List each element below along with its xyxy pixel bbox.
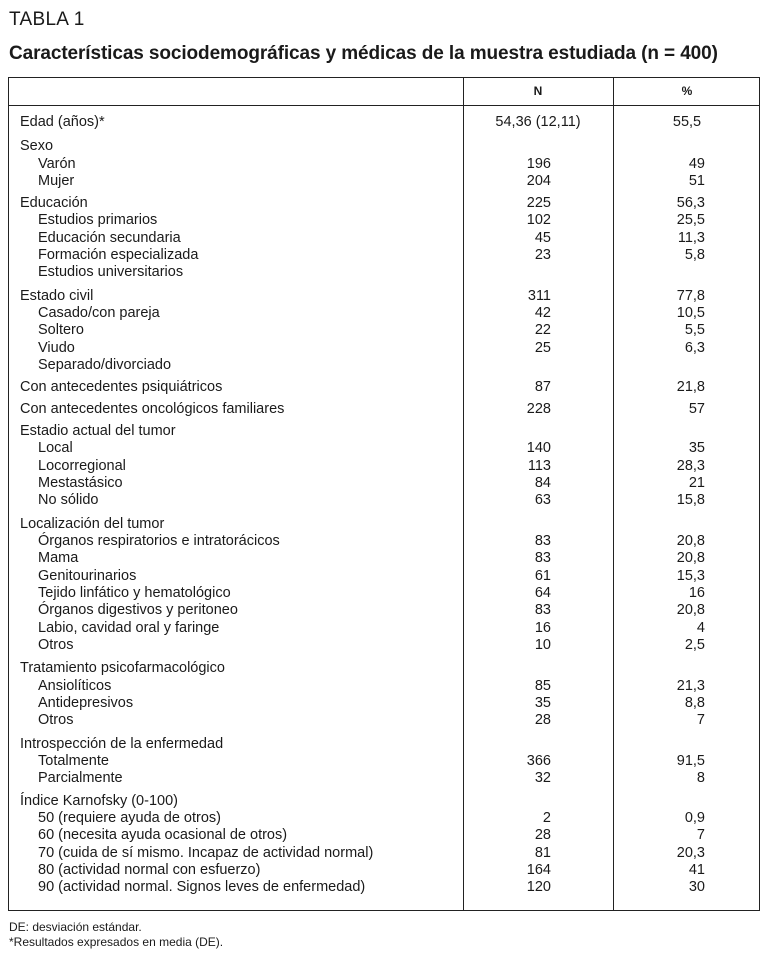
table-row bbox=[9, 769, 759, 787]
row-n-value: 54,36 (12,11) bbox=[495, 114, 581, 130]
table-row bbox=[9, 844, 759, 862]
table-row bbox=[9, 155, 759, 173]
row-n-value: 83 bbox=[534, 602, 551, 618]
row-label: No sólido bbox=[38, 492, 99, 508]
row-n-value: 42 bbox=[534, 305, 551, 321]
row-pct-value: 6,3 bbox=[684, 340, 705, 356]
row-n-value: 25 bbox=[534, 340, 551, 356]
row-pct-value: 7 bbox=[696, 712, 705, 728]
row-pct-value: 21,3 bbox=[676, 678, 705, 694]
row-pct-value: 4 bbox=[696, 620, 705, 636]
row-n-value: 63 bbox=[534, 492, 551, 508]
row-n-value: 45 bbox=[534, 230, 551, 246]
row-n-value: 164 bbox=[526, 862, 551, 878]
row-label: Tejido linfático y hematológico bbox=[38, 585, 231, 601]
row-pct-value: 28,3 bbox=[676, 458, 705, 474]
row-label: Estadio actual del tumor bbox=[20, 423, 176, 439]
footnote-asterisk: *Resultados expresados en media (DE). bbox=[9, 935, 224, 949]
row-label: Sexo bbox=[20, 138, 54, 154]
table-row bbox=[9, 549, 759, 567]
column-header-n: N bbox=[533, 84, 543, 98]
table-row bbox=[9, 304, 759, 322]
row-pct-value: 20,8 bbox=[676, 533, 705, 549]
row-n-value: 83 bbox=[534, 550, 551, 566]
row-label: Estudios primarios bbox=[38, 212, 158, 228]
row-label: 50 (requiere ayuda de otros) bbox=[38, 810, 221, 826]
table-row bbox=[9, 491, 759, 509]
table-row bbox=[9, 567, 759, 585]
row-pct-value: 8,8 bbox=[684, 695, 705, 711]
row-pct-value: 56,3 bbox=[676, 195, 705, 211]
table-row bbox=[9, 752, 759, 770]
row-pct-value: 55,5 bbox=[672, 114, 702, 130]
table-row bbox=[9, 584, 759, 602]
row-label: Tratamiento psicofarmacológico bbox=[20, 660, 225, 676]
row-label: Ansiolíticos bbox=[38, 678, 112, 694]
table-row bbox=[9, 677, 759, 695]
table-row bbox=[9, 229, 759, 247]
table-row bbox=[9, 659, 759, 677]
table-row bbox=[9, 194, 759, 212]
row-pct-value: 20,8 bbox=[676, 602, 705, 618]
table-row bbox=[9, 601, 759, 619]
row-label: Estado civil bbox=[20, 288, 94, 304]
row-pct-value: 0,9 bbox=[684, 810, 705, 826]
row-pct-value: 5,8 bbox=[684, 247, 705, 263]
column-header-pct: % bbox=[681, 84, 693, 98]
table-row bbox=[9, 861, 759, 879]
row-n-value: 61 bbox=[534, 568, 551, 584]
table-row bbox=[9, 246, 759, 264]
row-label: Parcialmente bbox=[38, 770, 123, 786]
row-pct-value: 8 bbox=[696, 770, 705, 786]
table-row bbox=[9, 356, 759, 374]
row-label: Introspección de la enfermedad bbox=[20, 736, 224, 752]
row-pct-value: 20,8 bbox=[676, 550, 705, 566]
row-n-value: 28 bbox=[534, 827, 551, 843]
row-label: Índice Karnofsky (0-100) bbox=[20, 793, 178, 809]
row-pct-value: 57 bbox=[688, 401, 705, 417]
row-pct-value: 16 bbox=[688, 585, 705, 601]
row-pct-value: 15,8 bbox=[676, 492, 705, 508]
table-row bbox=[9, 137, 759, 155]
row-label: Soltero bbox=[38, 322, 84, 338]
table-row bbox=[9, 711, 759, 729]
row-label: 90 (actividad normal. Signos leves de enfermedad) bbox=[38, 879, 366, 895]
table-row bbox=[9, 321, 759, 339]
row-pct-value: 11,3 bbox=[677, 230, 705, 246]
data-table bbox=[8, 77, 760, 911]
row-label: Con antecedentes psiquiátricos bbox=[20, 379, 223, 395]
row-n-value: 113 bbox=[527, 458, 551, 474]
row-label: Genitourinarios bbox=[38, 568, 137, 584]
row-label: Órganos digestivos y peritoneo bbox=[38, 602, 238, 618]
table-row bbox=[9, 792, 759, 810]
row-label: Viudo bbox=[38, 340, 75, 356]
row-n-value: 23 bbox=[534, 247, 551, 263]
header-rule bbox=[9, 105, 759, 106]
row-pct-value: 15,3 bbox=[676, 568, 705, 584]
row-label: Separado/divorciado bbox=[38, 357, 172, 373]
row-n-value: 366 bbox=[526, 753, 551, 769]
table-row bbox=[9, 378, 759, 396]
row-pct-value: 35 bbox=[688, 440, 705, 456]
row-label: Otros bbox=[38, 712, 74, 728]
row-label: 60 (necesita ayuda ocasional de otros) bbox=[38, 827, 288, 843]
row-label: Locorregional bbox=[38, 458, 126, 474]
row-n-value: 140 bbox=[526, 440, 551, 456]
row-pct-value: 10,5 bbox=[676, 305, 705, 321]
row-pct-value: 7 bbox=[696, 827, 705, 843]
table-row bbox=[9, 809, 759, 827]
row-label: Labio, cavidad oral y faringe bbox=[38, 620, 220, 636]
row-label: Estudios universitarios bbox=[38, 264, 184, 280]
row-label: Formación especializada bbox=[38, 247, 199, 263]
row-n-value: 28 bbox=[534, 712, 551, 728]
row-n-value: 2 bbox=[542, 810, 551, 826]
row-pct-value: 91,5 bbox=[676, 753, 705, 769]
table-row bbox=[9, 636, 759, 654]
row-label: 70 (cuida de sí mismo. Incapaz de actividad normal) bbox=[38, 845, 374, 861]
table-row bbox=[9, 826, 759, 844]
row-n-value: 10 bbox=[534, 637, 551, 653]
row-label: Órganos respiratorios e intratorácicos bbox=[38, 533, 280, 549]
table-row bbox=[9, 422, 759, 440]
table-row bbox=[9, 211, 759, 229]
table-row bbox=[9, 339, 759, 357]
table-row bbox=[9, 694, 759, 712]
row-n-value: 120 bbox=[526, 879, 551, 895]
row-n-value: 64 bbox=[534, 585, 551, 601]
row-pct-value: 2,5 bbox=[684, 637, 705, 653]
table-row bbox=[9, 172, 759, 190]
row-label: Casado/con pareja bbox=[38, 305, 160, 321]
row-pct-value: 5,5 bbox=[684, 322, 705, 338]
row-label: Totalmente bbox=[38, 753, 109, 769]
row-pct-value: 41 bbox=[688, 862, 705, 878]
row-n-value: 35 bbox=[534, 695, 551, 711]
row-label: Educación bbox=[20, 195, 88, 211]
table-row bbox=[9, 113, 759, 131]
table-label: TABLA 1 bbox=[9, 9, 85, 30]
row-n-value: 87 bbox=[534, 379, 551, 395]
row-pct-value: 49 bbox=[688, 156, 705, 172]
row-n-value: 22 bbox=[534, 322, 551, 338]
row-label: Antidepresivos bbox=[38, 695, 134, 711]
table-row bbox=[9, 532, 759, 550]
row-label: Varón bbox=[38, 156, 76, 172]
row-label: Otros bbox=[38, 637, 74, 653]
row-n-value: 85 bbox=[534, 678, 551, 694]
row-n-value: 102 bbox=[526, 212, 551, 228]
table-row bbox=[9, 474, 759, 492]
row-label: Con antecedentes oncológicos familiares bbox=[20, 401, 285, 417]
row-n-value: 84 bbox=[534, 475, 551, 491]
table-title: Características sociodemográficas y médicas de la muestra estudiada (n = 400) bbox=[9, 43, 718, 64]
row-n-value: 83 bbox=[534, 533, 551, 549]
table-row bbox=[9, 457, 759, 475]
table-row bbox=[9, 878, 759, 896]
row-n-value: 32 bbox=[534, 770, 551, 786]
row-n-value: 225 bbox=[526, 195, 551, 211]
row-n-value: 196 bbox=[526, 156, 551, 172]
row-n-value: 81 bbox=[534, 845, 551, 861]
row-pct-value: 77,8 bbox=[676, 288, 705, 304]
row-pct-value: 20,3 bbox=[676, 845, 705, 861]
row-label: Mama bbox=[38, 550, 79, 566]
row-label: Edad (años)* bbox=[20, 114, 105, 130]
row-label: Educación secundaria bbox=[38, 230, 181, 246]
row-n-value: 311 bbox=[527, 288, 551, 304]
table-row bbox=[9, 263, 759, 281]
footnote-de: DE: desviación estándar. bbox=[9, 920, 142, 934]
table-row bbox=[9, 619, 759, 637]
row-label: Local bbox=[38, 440, 73, 456]
row-label: Mujer bbox=[38, 173, 75, 189]
row-pct-value: 25,5 bbox=[676, 212, 705, 228]
table-row bbox=[9, 735, 759, 753]
table-row bbox=[9, 400, 759, 418]
row-label: Localización del tumor bbox=[20, 516, 165, 532]
row-label: 80 (actividad normal con esfuerzo) bbox=[38, 862, 261, 878]
row-pct-value: 51 bbox=[688, 173, 705, 189]
table-row bbox=[9, 439, 759, 457]
row-pct-value: 21 bbox=[688, 475, 705, 491]
row-n-value: 16 bbox=[534, 620, 551, 636]
table-row bbox=[9, 515, 759, 533]
row-pct-value: 21,8 bbox=[676, 379, 705, 395]
row-n-value: 228 bbox=[526, 401, 551, 417]
row-label: Mestastásico bbox=[38, 475, 123, 491]
table-row bbox=[9, 287, 759, 305]
row-n-value: 204 bbox=[526, 173, 551, 189]
row-pct-value: 30 bbox=[688, 879, 705, 895]
